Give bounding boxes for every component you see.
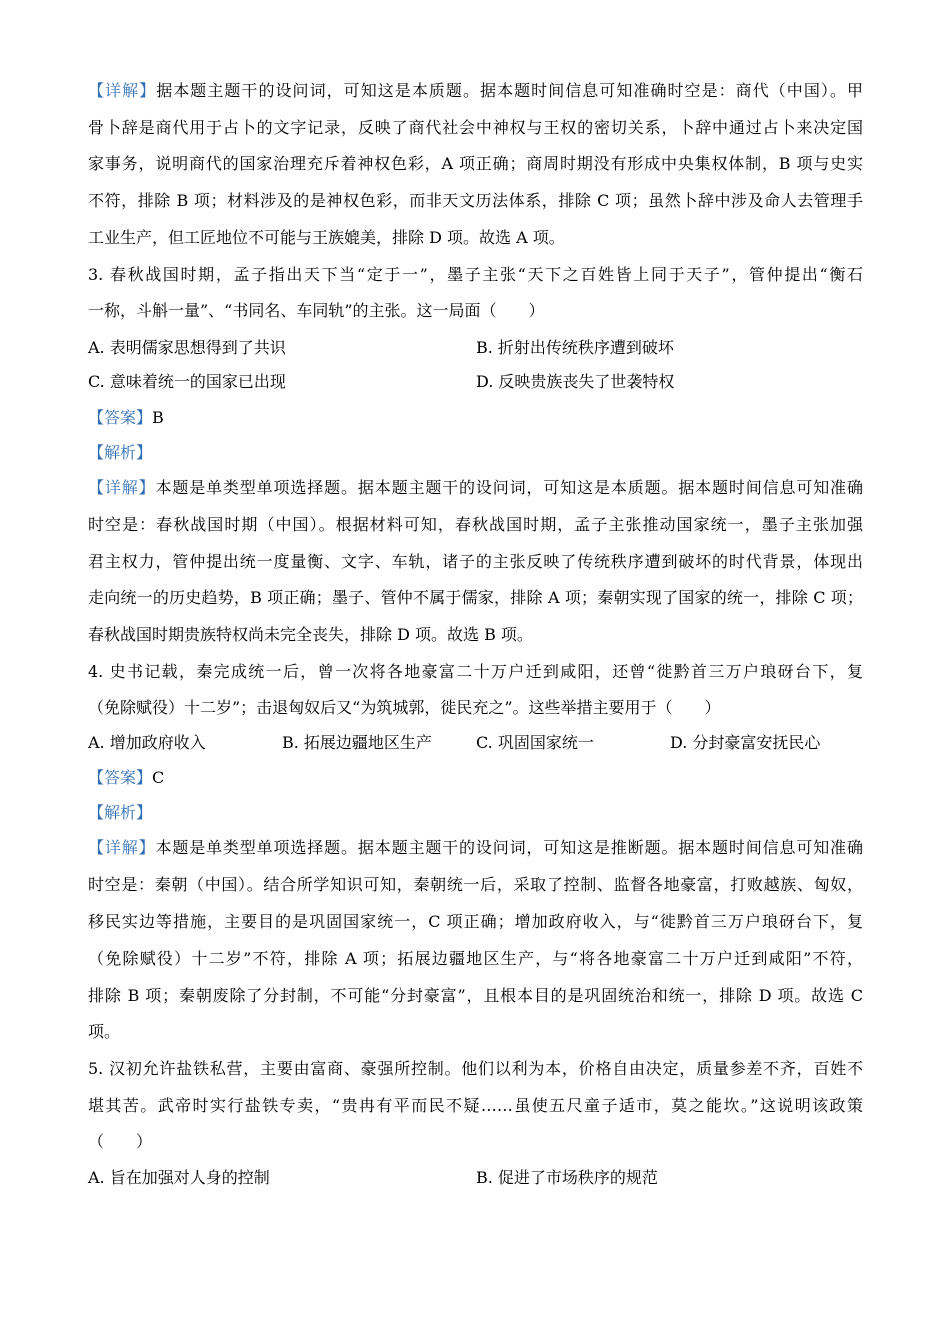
- q5-options-row: [88, 1164, 863, 1192]
- q3-analysis-tag: 【解析】: [88, 443, 153, 462]
- detail-tag: 【详解】: [88, 838, 156, 857]
- q3-detail-line: 【详解】本题是单类型单项选择题。据本题主题干的设问词，可知这是本质题。据本题时间信息可知准确: [88, 478, 863, 497]
- q5-stem-line: 5. 汉初允许盐铁私营，主要由富商、豪强所控制。他们以利为本，价格自由决定，质量参差不齐，百姓不: [88, 1059, 863, 1078]
- q4-option-b: B. 拓展边疆地区生产: [282, 733, 432, 752]
- q4-detail-line: 排除 B 项；秦朝废除了分封制，不可能“分封豪富”，且根本目的是巩固统治和统一，排除 D 项。故选 C: [88, 986, 863, 1005]
- q3-detail-line: 走向统一的历史趋势，B 项正确；墨子、管仲不属于儒家，排除 A 项；秦朝实现了国家的统一，排除 C 项；: [88, 588, 863, 607]
- q3-options-row: [88, 368, 863, 396]
- q2-detail-line: 不符，排除 B 项；材料涉及的是神权色彩，而非天文历法体系，排除 C 项；虽然卜辞中涉及命人去管理手: [88, 191, 863, 210]
- q4-answer: [88, 764, 863, 792]
- q4-option-a: A. 增加政府收入: [88, 733, 206, 752]
- q5-stem-line: 堪其苦。武帝时实行盐铁专卖，“贵冉有平而民不疑……虽使五尺童子适市，莫之能坎。”这说明该政策: [88, 1096, 863, 1115]
- q3-stem-line: 3. 春秋战国时期，孟子指出天下当“定于一”，墨子主张“天下之百姓皆上同于天子”，管仲提出“衡石: [88, 265, 863, 284]
- answer-tag: 【答案】: [88, 768, 153, 787]
- q3-detail-line: 时空是：春秋战国时期（中国）。根据材料可知，春秋战国时期，孟子主张推动国家统一，墨子主张加强: [88, 515, 863, 534]
- q5-stem-line: （ ）: [88, 1132, 153, 1151]
- q4-stem-line: 4. 史书记载，秦完成统一后，曾一次将各地豪富二十万户迁到咸阳，还曾“徙黔首三万户琅砑台下，复: [88, 662, 863, 681]
- answer-tag: 【答案】: [88, 408, 153, 427]
- q2-detail-line: 家事务，说明商代的国家治理充斥着神权色彩，A 项正确；商周时期没有形成中央集权体制，B 项与史实: [88, 154, 863, 173]
- q5-option-b: B. 促进了市场秩序的规范: [476, 1168, 658, 1187]
- q4-stem-line: （免除赋役）十二岁”；击退匈奴后又“为筑城郭，徙民充之”。这些举措主要用于（ ）: [88, 698, 721, 717]
- q3-detail-line: 春秋战国时期贵族特权尚未完全丧失，排除 D 项。故选 B 项。: [88, 625, 533, 644]
- q3-answer: [88, 404, 863, 432]
- q2-detail-line: 骨卜辞是商代用于占卜的文字记录，反映了商代社会中神权与王权的密切关系，卜辞中通过占卜来决定国: [88, 118, 863, 137]
- q5-option-a: A. 旨在加强对人身的控制: [88, 1168, 270, 1187]
- q3-stem-line: 一称，斗斛一量”、“书同名、车同轨”的主张。这一局面（ ）: [88, 301, 545, 320]
- q3-option-a: A. 表明儒家思想得到了共识: [88, 338, 286, 357]
- q4-options-row: [88, 729, 863, 757]
- q3-options-row: [88, 334, 863, 362]
- q4-detail-line: 项。: [88, 1022, 121, 1041]
- answer-value: B: [152, 408, 164, 427]
- q2-detail-line: 【详解】据本题主题干的设问词，可知这是本质题。据本题时间信息可知准确时空是：商代（中国）。甲: [88, 81, 863, 100]
- q3-option-d: D. 反映贵族丧失了世袭特权: [476, 372, 675, 391]
- q4-analysis-tag: 【解析】: [88, 803, 153, 822]
- q3-option-b: B. 折射出传统秩序遭到破坏: [476, 338, 674, 357]
- answer-value: C: [152, 768, 165, 787]
- q4-detail-line: （免除赋役）十二岁”不符，排除 A 项；拓展边疆地区生产，与“将各地豪富二十万户迁到咸阳”不符，: [88, 949, 863, 968]
- q4-detail-line: 移民实边等措施，主要目的是巩固国家统一，C 项正确；增加政府收入，与“徙黔首三万户琅砑台下，复: [88, 912, 863, 931]
- q4-option-c: C. 巩固国家统一: [476, 733, 594, 752]
- q3-detail-line: 君主权力，管仲提出统一度量衡、文字、车轨，诸子的主张反映了传统秩序遭到破坏的时代背景，体现出: [88, 552, 863, 571]
- q4-detail-line: 【详解】本题是单类型单项选择题。据本题主题干的设问词，可知这是推断题。据本题时间信息可知准确: [88, 838, 863, 857]
- q3-option-c: C. 意味着统一的国家已出现: [88, 372, 286, 391]
- detail-tag: 【详解】: [88, 81, 157, 100]
- detail-tag: 【详解】: [88, 478, 156, 497]
- q4-option-d: D. 分封豪富安抚民心: [670, 733, 821, 752]
- q2-detail-line: 工业生产，但工匠地位不可能与王族媲美，排除 D 项。故选 A 项。: [88, 228, 565, 247]
- q4-detail-line: 时空是：秦朝（中国）。结合所学知识可知，秦朝统一后，采取了控制、监督各地豪富，打败越族、匈奴，: [88, 875, 863, 894]
